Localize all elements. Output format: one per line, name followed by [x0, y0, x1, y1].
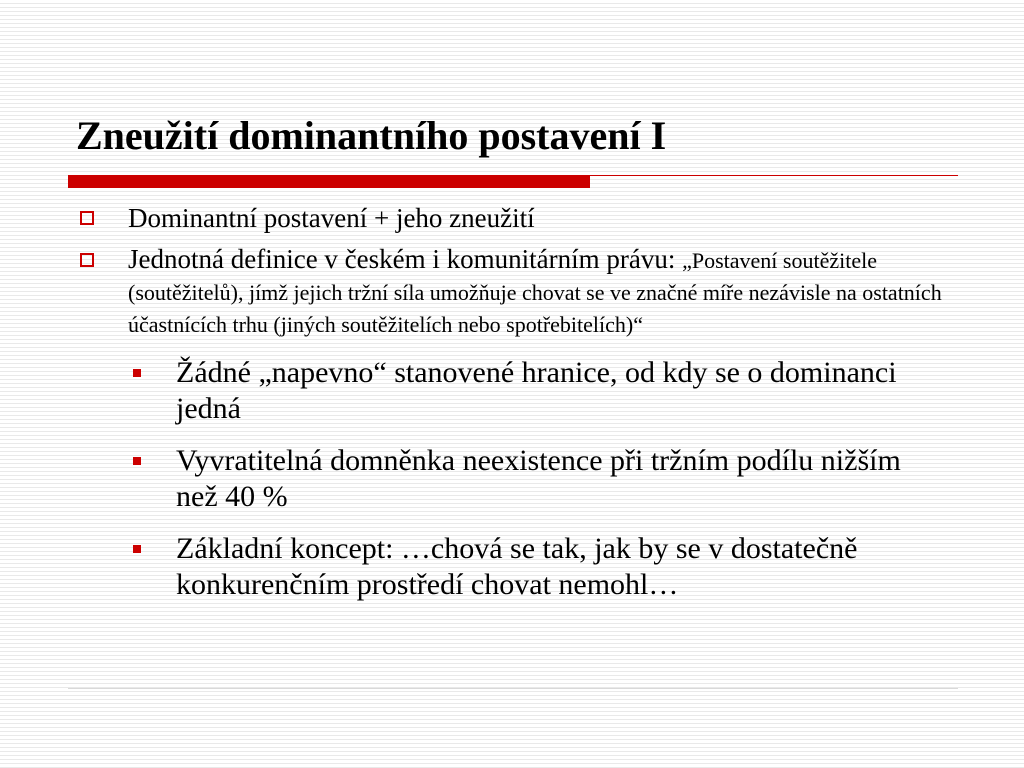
hollow-square-bullet-icon [80, 253, 94, 267]
filled-square-bullet-icon [133, 369, 141, 377]
sub-bullet-item [76, 355, 916, 427]
sub-bullet-text: Základní koncept: …chová se tak, jak by se v dostatečně konkurenčním prostředí chovat nemohl… [176, 532, 858, 601]
title-underline-thin [590, 175, 958, 176]
sub-bullet-text: Žádné „napevno“ stanovené hranice, od kdy se o dominanci jedná [176, 356, 897, 425]
definition-quote: „Postavení soutěžitele (soutěžitelů), jímž jejich tržní síla umožňuje chovat se ve značné míře nezávisle na ostatních účastnících trhu (jiných soutěžitelích nebo spotřebitelích)“ [128, 248, 942, 337]
footer-divider [68, 688, 958, 689]
bullet-item [76, 202, 958, 235]
title-underline-red [68, 175, 590, 188]
bullet-text: Dominantní postavení + jeho zneužití [128, 203, 535, 233]
sub-bullet-item [76, 443, 916, 515]
bullet-text: Jednotná definice v českém i komunitárním právu: [128, 244, 683, 274]
sub-bullet-text: Vyvratitelná domněnka neexistence při tržním podílu nižším než 40 % [176, 444, 901, 513]
slide-title: Zneužití dominantního postavení I [76, 113, 667, 158]
filled-square-bullet-icon [133, 545, 141, 553]
sub-bullet-list [76, 355, 958, 603]
hollow-square-bullet-icon [80, 211, 94, 225]
bullet-item [76, 244, 958, 340]
slide-content [76, 202, 958, 603]
sub-bullet-item [76, 531, 916, 603]
filled-square-bullet-icon [133, 457, 141, 465]
